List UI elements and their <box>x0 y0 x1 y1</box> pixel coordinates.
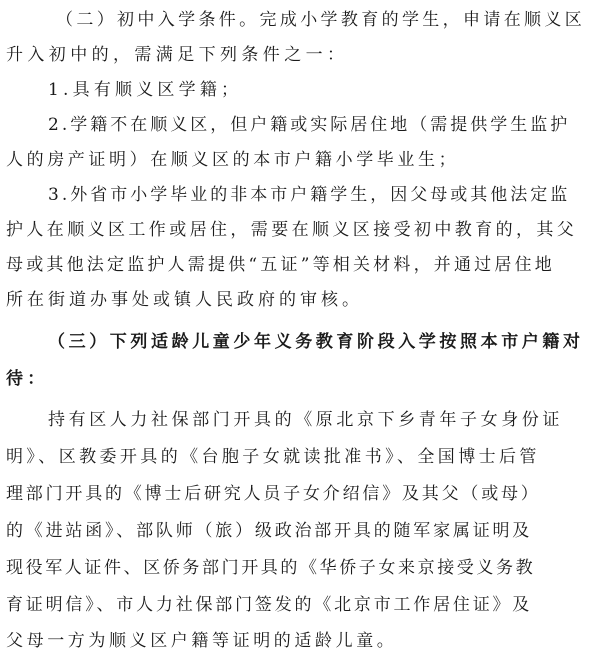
list-item-2-line: 2.学籍不在顺义区，但户籍或实际居住地（需提供学生监护 <box>48 115 571 135</box>
paragraph-line: 育证明信》、市人力社保部门签发的《北京市工作居住证》及 <box>6 595 533 615</box>
section-3-heading-line: 待： <box>6 369 49 389</box>
list-item-1: 1.具有顺义区学籍； <box>48 80 243 100</box>
paragraph-line: 父母一方为顺义区户籍等证明的适龄儿童。 <box>6 631 398 651</box>
list-item-3-line: 护人在顺义区工作或居住，需要在顺义区接受初中教育的，其父 <box>6 220 578 240</box>
list-item-2-line: 人的房产证明）在顺义区的本市户籍小学毕业生； <box>6 150 460 170</box>
paragraph-line: 明》、区教委开具的《台胞子女就读批准书》、全国博士后管 <box>6 447 540 467</box>
section-3-heading-line: （三）下列适龄儿童少年义务教育阶段入学按照本市户籍对 <box>48 332 584 352</box>
list-item-3-line: 所在街道办事处或镇人民政府的审核。 <box>6 290 363 310</box>
paragraph-line: 持有区人力社保部门开具的《原北京下乡青年子女身份证 <box>48 410 563 430</box>
paragraph-line: 现役军人证件、区侨务部门开具的《华侨子女来京接受义务教 <box>6 558 536 578</box>
list-item-3-line: 3.外省市小学毕业的非本市户籍学生，因父母或其他法定监 <box>48 185 571 205</box>
paragraph-line: 升入初中的，需满足下列条件之一： <box>6 45 349 65</box>
paragraph-line: 的《进站函》、部队师（旅）级政治部开具的随军家属证明及 <box>6 521 533 541</box>
section-2-heading-line: （二）初中入学条件。完成小学教育的学生，申请在顺义区 <box>56 10 586 30</box>
paragraph-line: 理部门开具的《博士后研究人员子女介绍信》及其父（或母） <box>6 484 541 504</box>
list-item-3-line: 母或其他法定监护人需提供“五证”等相关材料，并通过居住地 <box>6 255 555 275</box>
